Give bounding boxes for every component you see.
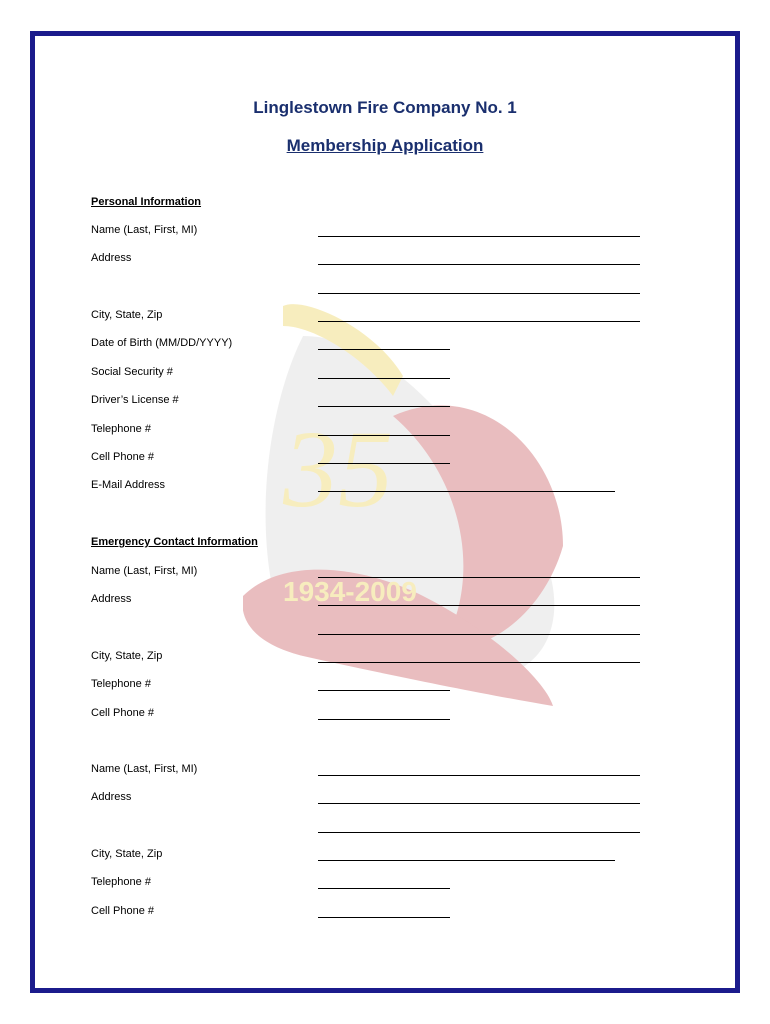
watermark-years: 1934-2009: [283, 576, 417, 607]
contact1-name-row: [35, 565, 735, 581]
contact1-cell-label: Cell Phone #: [91, 707, 154, 719]
name-field[interactable]: [318, 236, 640, 237]
contact2-name-label: Name (Last, First, MI): [91, 763, 198, 775]
name-label: Name (Last, First, MI): [91, 224, 198, 236]
personal-address-row: [35, 252, 735, 268]
contact2-city-label: City, State, Zip: [91, 848, 163, 860]
contact1-city-row: [35, 650, 735, 666]
personal-section-heading: Personal Information: [91, 196, 202, 208]
personal-license-row: [35, 394, 735, 410]
personal-telephone-row: [35, 423, 735, 439]
page-border: [30, 31, 740, 993]
contact2-telephone-label: Telephone #: [91, 876, 151, 888]
email-label: E-Mail Address: [91, 479, 165, 491]
contact1-telephone-label: Telephone #: [91, 678, 151, 690]
contact1-address-line2-field[interactable]: [318, 634, 640, 635]
personal-dob-row: [35, 337, 735, 353]
telephone-field[interactable]: [318, 435, 450, 436]
city-label: City, State, Zip: [91, 309, 163, 321]
contact1-address-row: [35, 593, 735, 609]
contact2-address-line2-field[interactable]: [318, 832, 640, 833]
ssn-field[interactable]: [318, 378, 450, 379]
cell-label: Cell Phone #: [91, 451, 154, 463]
contact2-telephone-row: [35, 876, 735, 892]
contact2-name-field[interactable]: [318, 775, 640, 776]
personal-city-row: [35, 309, 735, 325]
contact1-address-label: Address: [91, 593, 132, 605]
contact1-cell-row: [35, 707, 735, 723]
personal-name-row: [35, 224, 735, 240]
contact1-address-field[interactable]: [318, 605, 640, 606]
contact1-address-line2-row: [35, 622, 735, 638]
contact2-address-line2-row: [35, 820, 735, 836]
personal-address-line2-row: [35, 281, 735, 297]
contact2-cell-label: Cell Phone #: [91, 905, 154, 917]
ssn-label: Social Security #: [91, 366, 173, 378]
contact1-telephone-row: [35, 678, 735, 694]
contact2-city-row: [35, 848, 735, 864]
contact1-name-field[interactable]: [318, 577, 640, 578]
page-subtitle: Membership Application: [286, 136, 484, 155]
contact2-name-row: [35, 763, 735, 779]
address-line2-field[interactable]: [318, 293, 640, 294]
address-field[interactable]: [318, 264, 640, 265]
personal-ssn-row: [35, 366, 735, 382]
contact2-address-field[interactable]: [318, 803, 640, 804]
contact2-city-field[interactable]: [318, 860, 615, 861]
personal-cell-row: [35, 451, 735, 467]
city-field[interactable]: [318, 321, 640, 322]
license-label: Driver’s License #: [91, 394, 179, 406]
contact2-address-label: Address: [91, 791, 132, 803]
telephone-label: Telephone #: [91, 423, 151, 435]
address-label: Address: [91, 252, 132, 264]
cell-field[interactable]: [318, 463, 450, 464]
contact2-cell-row: [35, 905, 735, 921]
contact1-telephone-field[interactable]: [318, 690, 450, 691]
contact2-address-row: [35, 791, 735, 807]
contact1-cell-field[interactable]: [318, 719, 450, 720]
license-field[interactable]: [318, 406, 450, 407]
email-field[interactable]: [318, 491, 615, 492]
dob-label: Date of Birth (MM/DD/YYYY): [91, 337, 233, 349]
emergency-section-heading: Emergency Contact Information: [91, 536, 258, 548]
contact2-telephone-field[interactable]: [318, 888, 450, 889]
personal-email-row: [35, 479, 735, 495]
watermark-number: 35: [283, 408, 393, 530]
contact1-city-field[interactable]: [318, 662, 640, 663]
contact2-cell-field[interactable]: [318, 917, 450, 918]
dob-field[interactable]: [318, 349, 450, 350]
contact1-name-label: Name (Last, First, MI): [91, 565, 198, 577]
contact1-city-label: City, State, Zip: [91, 650, 163, 662]
page-title: Linglestown Fire Company No. 1: [253, 98, 517, 117]
